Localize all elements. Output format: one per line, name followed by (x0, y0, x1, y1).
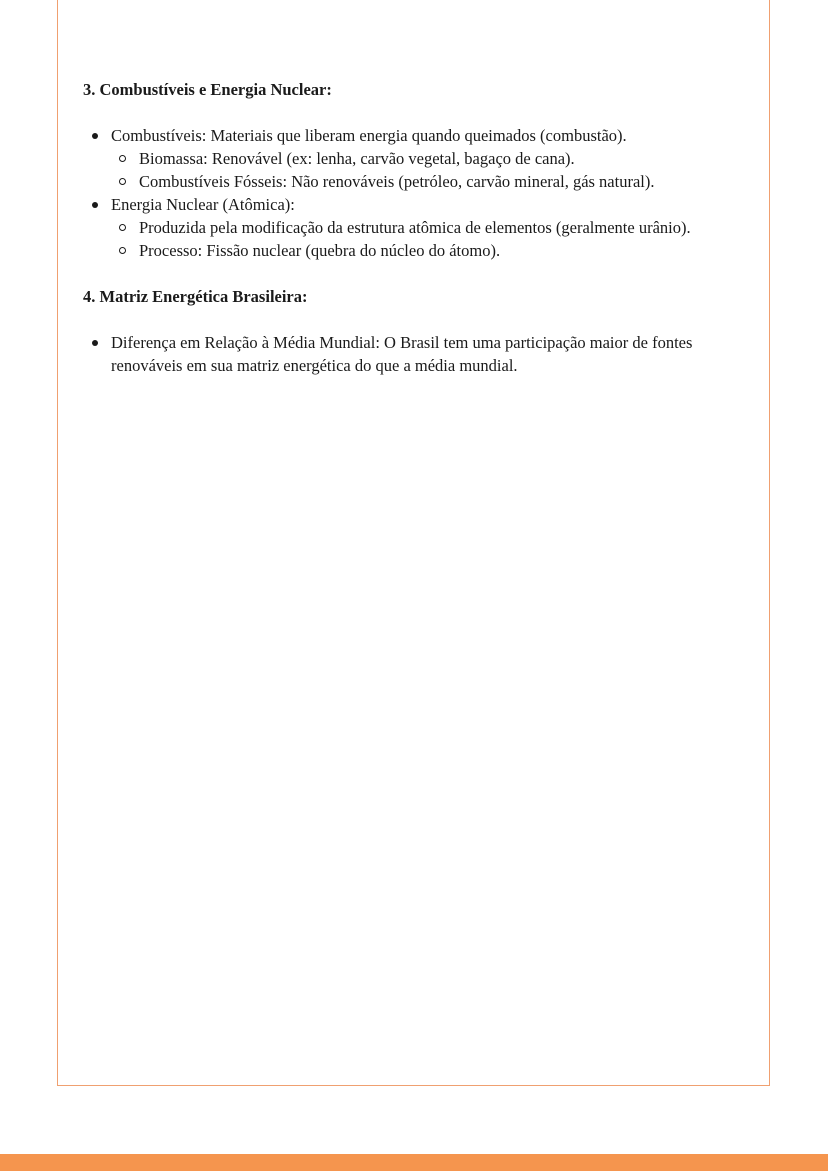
list-item (83, 193, 743, 262)
list-item (83, 331, 743, 377)
sublist-item-text: Biomassa: Renovável (ex: lenha, carvão vegetal, bagaço de cana). (139, 149, 575, 168)
sublist-item-text: Produzida pela modificação da estrutura atômica de elementos (geralmente urânio). (139, 218, 691, 237)
bullet-disc-icon (92, 133, 98, 139)
list-item-text: Combustíveis: Materiais que liberam energia quando queimados (combustão). (111, 126, 627, 145)
bullet-circle-icon (119, 155, 126, 162)
list-matriz (83, 331, 743, 377)
list-combustiveis (83, 124, 743, 262)
section-heading-matriz: 4. Matriz Energética Brasileira: (83, 287, 308, 306)
document-content (83, 78, 743, 400)
bullet-circle-icon (119, 224, 126, 231)
sublist-item (111, 239, 743, 262)
bullet-disc-icon (92, 340, 98, 346)
sublist-item (111, 147, 743, 170)
list-item-text: Diferença em Relação à Média Mundial: O Brasil tem uma participação maior de fontes renováveis em sua matriz energética do que a média mundial. (111, 333, 693, 375)
bullet-disc-icon (92, 202, 98, 208)
sublist-item (111, 216, 743, 239)
bullet-circle-icon (119, 247, 126, 254)
footer-accent-bar (0, 1154, 828, 1171)
section-heading-combustiveis: 3. Combustíveis e Energia Nuclear: (83, 80, 332, 99)
sublist-item-text: Combustíveis Fósseis: Não renováveis (petróleo, carvão mineral, gás natural). (139, 172, 655, 191)
sublist-item-text: Processo: Fissão nuclear (quebra do núcleo do átomo). (139, 241, 501, 260)
sublist (111, 147, 743, 193)
sublist (111, 216, 743, 262)
list-item-text: Energia Nuclear (Atômica): (111, 195, 295, 214)
sublist-item (111, 170, 743, 193)
bullet-circle-icon (119, 178, 126, 185)
list-item (83, 124, 743, 193)
